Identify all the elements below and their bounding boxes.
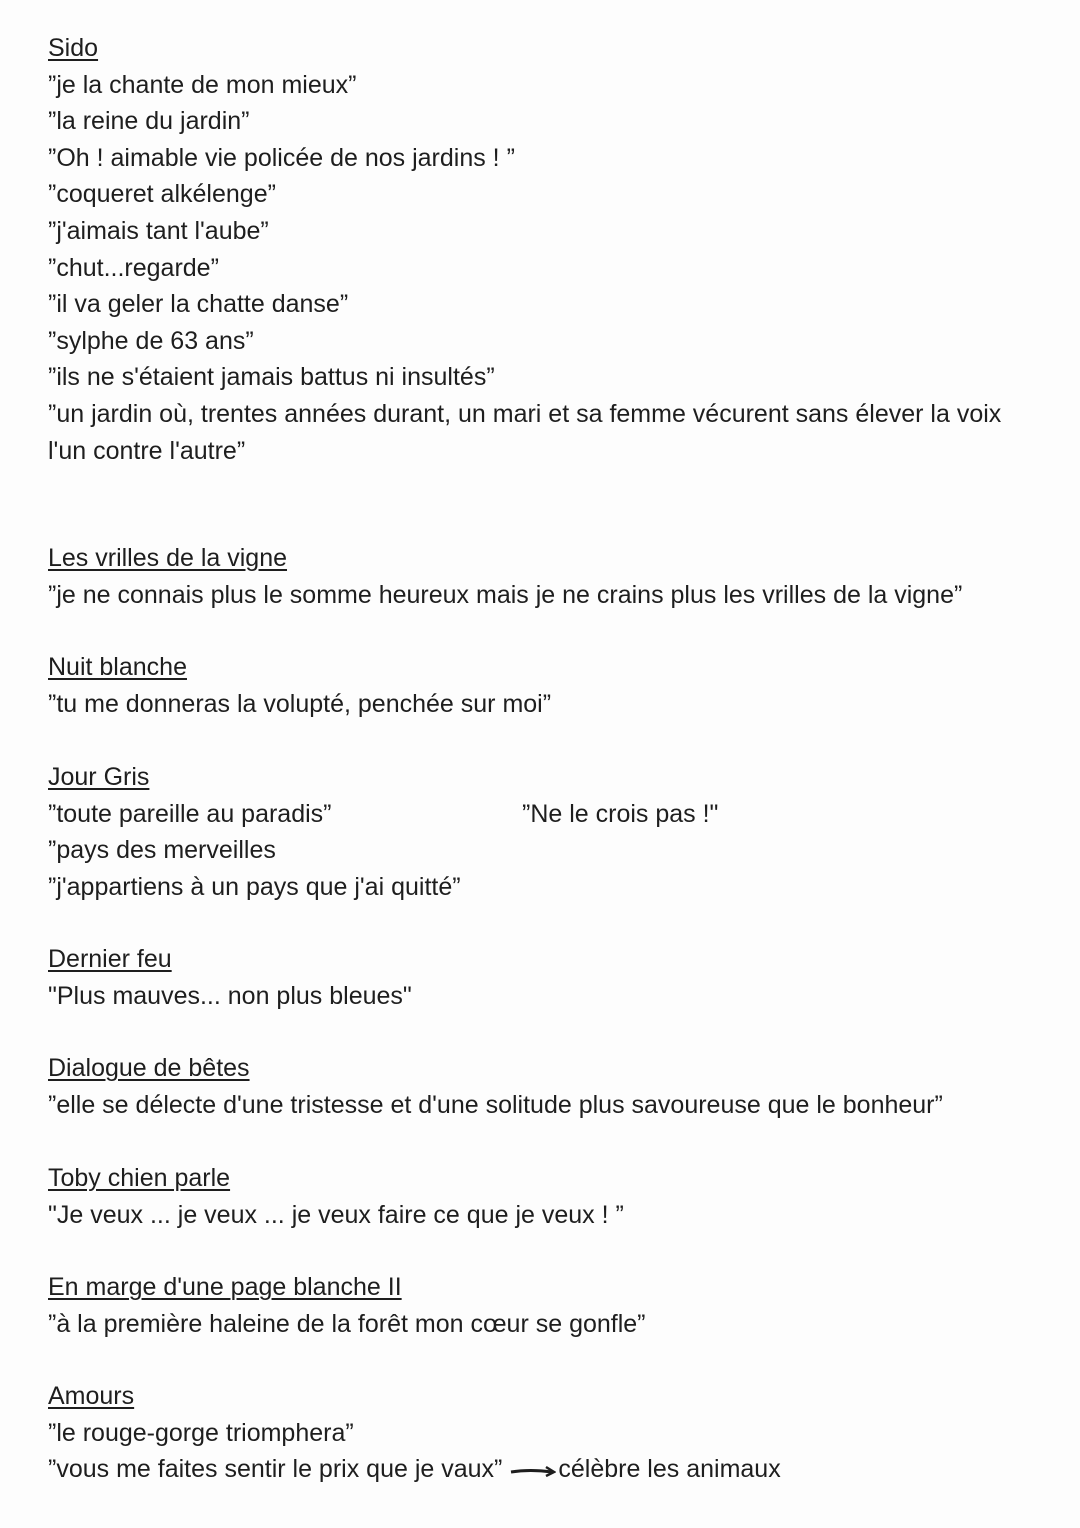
quote: ”sylphe de 63 ans” [48,326,254,355]
quote: ”ils ne s'étaient jamais battus ni insultés” [48,363,495,392]
quote: ”j'appartiens à un pays que j'ai quitté” [48,872,461,901]
aside-quote: ”Ne le crois pas !" [522,799,719,828]
quote: ”chut...regarde” [48,253,219,282]
quote: ”tu me donneras la volupté, penchée sur moi” [48,689,552,718]
section-jour-gris [48,759,1038,905]
section-title: Amours [48,1378,134,1415]
section-title: Nuit blanche [48,649,187,686]
quote: ”elle se délecte d'une tristesse et d'une solitude plus savoureuse que le bonheur” [48,1090,943,1119]
quote: ”coqueret alkélenge” [48,180,276,209]
quote: ”je la chante de mon mieux” [48,70,357,99]
section-dialogue-de-betes [48,1050,1038,1123]
arrow-right-icon [510,1465,556,1477]
section-title: Dialogue de bêtes [48,1050,250,1087]
section-toby [48,1160,1038,1233]
quote: ”vous me faites sentir le prix que je vaux” [48,1455,503,1484]
quote: ”Oh ! aimable vie policée de nos jardins ! ” [48,143,515,172]
quote: ”j'aimais tant l'aube” [48,216,269,245]
section-nuit-blanche [48,649,1038,722]
quote: ”la reine du jardin” [48,107,250,136]
section-title: En marge d'une page blanche II [48,1269,402,1306]
section-title: Toby chien parle [48,1160,230,1197]
annotation-note: célèbre les animaux [558,1455,781,1484]
section-en-marge [48,1269,1038,1342]
quote: ”je ne connais plus le somme heureux mais je ne crains plus les vrilles de la vigne” [48,580,963,609]
quote: ”à la première haleine de la forêt mon cœur se gonfle” [48,1309,646,1338]
quote: ”toute pareille au paradis” [48,799,332,828]
quote: ”il va geler la chatte danse” [48,290,349,319]
section-sido [48,30,1038,469]
section-title: Sido [48,30,98,67]
quote: ”le rouge-gorge triomphera” [48,1418,354,1447]
quote: "Je veux ... je veux ... je veux faire ce que je veux ! ” [48,1200,624,1229]
quote: ”pays des merveilles [48,836,276,865]
quote: "Plus mauves... non plus bleues" [48,981,412,1010]
section-title: Jour Gris [48,759,149,796]
section-title: Dernier feu [48,941,172,978]
quote: ”un jardin où, trentes années durant, un mari et sa femme vécurent sans élever la voix l'un contre l'autre” [48,399,1002,465]
section-vrilles [48,540,1038,613]
section-title: Les vrilles de la vigne [48,540,287,577]
section-dernier-feu [48,941,1038,1014]
section-amours [48,1378,1038,1488]
